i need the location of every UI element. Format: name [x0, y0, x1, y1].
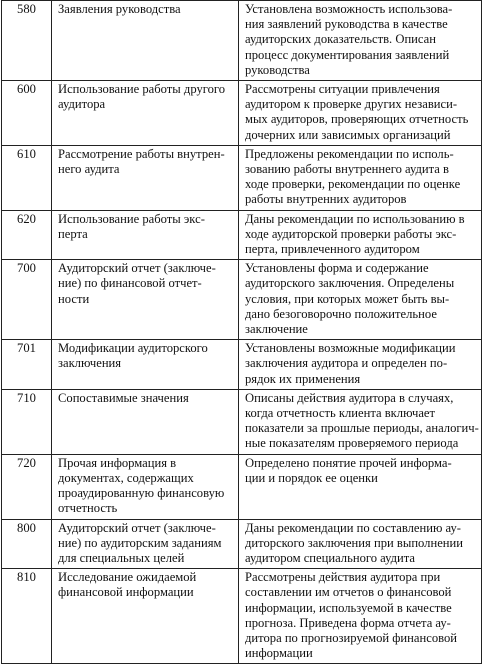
standard-description-line: дитора по прогнозируемой финансовой: [245, 630, 458, 645]
standard-description-line: Установлены возможные модификации: [245, 341, 456, 356]
standard-description-line: перта, привлеченного аудитором: [245, 242, 420, 257]
standard-title: [52, 145, 239, 210]
standard-number: 810: [2, 569, 52, 664]
standard-description: [239, 81, 482, 146]
standard-title-line: Сопоставимые значения: [58, 390, 189, 405]
standard-number: 580: [2, 1, 52, 81]
standard-description-line: заключение: [245, 322, 308, 337]
standard-title-line: него аудита: [58, 162, 120, 177]
standard-description-line: Определено понятие прочей информа-: [245, 455, 452, 470]
table-row: [2, 454, 482, 519]
standard-description-line: рядок их применения: [245, 371, 361, 386]
standard-description-line: аудитором к проверке других независи-: [245, 97, 458, 112]
standard-title-line: отчетность: [58, 501, 118, 516]
standard-description: [239, 210, 482, 260]
standard-title: [52, 1, 239, 81]
standard-title-line: документах, содержащих: [58, 470, 194, 485]
table-row: [2, 569, 482, 664]
table-row: [2, 145, 482, 210]
standard-description: [239, 454, 482, 519]
standard-number: 710: [2, 389, 52, 454]
standard-description-line: диторского заключения при выполнении: [245, 535, 464, 550]
standard-number: 720: [2, 454, 52, 519]
standard-title: [52, 81, 239, 146]
standard-description-line: зованию работы внутреннего аудита в: [245, 162, 449, 177]
standard-description-line: мых аудиторов, проверяющих отчетность: [245, 112, 469, 127]
standard-description-line: показатели за прошлые периоды, аналогич-: [245, 421, 479, 436]
standard-description: [239, 1, 482, 81]
standard-title-line: Заявления руководства: [58, 2, 181, 16]
standard-title-line: ние) по аудиторским заданиям: [58, 535, 222, 550]
standard-description-line: дочерних или зависимых организаций: [245, 127, 451, 142]
standard-description-line: когда отчетность клиента включает: [245, 406, 436, 421]
table-row: [2, 389, 482, 454]
table-row: [2, 210, 482, 260]
standard-title-line: Исследование ожидаемой: [58, 570, 197, 585]
table-row: [2, 519, 482, 569]
standard-title: [52, 260, 239, 340]
standard-description-line: ции и порядок ее оценки: [245, 470, 378, 485]
standard-description-line: Рассмотрены ситуации привлечения: [245, 82, 440, 97]
standard-title: [52, 519, 239, 569]
standard-description: [239, 340, 482, 390]
standard-title: [52, 569, 239, 664]
standard-description-line: заключения аудитора и определен по-: [245, 356, 448, 371]
standard-number: 800: [2, 519, 52, 569]
standard-description-line: условия, при которых может быть вы-: [245, 291, 450, 306]
standard-title-line: Рассмотрение работы внутрен-: [58, 146, 225, 161]
standard-title: [52, 210, 239, 260]
standard-description-line: ходе проверки, рекомендации по оценке: [245, 177, 461, 192]
standard-description-line: прогноза. Приведена форма отчета ау-: [245, 615, 451, 630]
standard-description-line: аудиторских доказательств. Описан: [245, 32, 436, 47]
standard-description-line: ные показателям проверяемого периода: [245, 436, 459, 451]
standard-description-line: Установлена возможность использова-: [245, 2, 453, 16]
standard-title-line: ности: [58, 291, 90, 306]
table-row: [2, 81, 482, 146]
standard-description-line: дано безоговорочно положительное: [245, 306, 437, 321]
standard-description: [239, 389, 482, 454]
standard-title-line: ние) по финансовой отчет-: [58, 276, 202, 291]
standard-title-line: Использование работы другого: [58, 82, 226, 97]
standard-title: [52, 389, 239, 454]
standard-description-line: Предложены рекомендации по исполь-: [245, 146, 454, 161]
standard-description: [239, 519, 482, 569]
standard-description-line: информации, используемой в качестве: [245, 600, 452, 615]
standard-number: 610: [2, 145, 52, 210]
standard-number: 701: [2, 340, 52, 390]
standard-number: 700: [2, 260, 52, 340]
table-row: [2, 1, 482, 81]
standard-title-line: аудитора: [58, 97, 106, 112]
standard-description: [239, 145, 482, 210]
standard-description-line: Даны рекомендации по использованию в: [245, 211, 465, 226]
standard-title-line: заключения: [58, 356, 122, 371]
standard-title: [52, 340, 239, 390]
table-body: [2, 1, 482, 664]
standard-title-line: для специальных целей: [58, 550, 185, 565]
standard-description-line: Описаны действия аудитора в случаях,: [245, 390, 454, 405]
standard-description-line: Даны рекомендации по составлению ау-: [245, 520, 461, 535]
standard-description-line: составлении им отчетов о финансовой: [245, 585, 452, 600]
standard-description-line: Установлены форма и содержание: [245, 261, 429, 276]
table-row: [2, 340, 482, 390]
standard-title: [52, 454, 239, 519]
standard-title-line: Использование работы экс-: [58, 211, 205, 226]
standard-title-line: проаудированную финансовую: [58, 486, 225, 501]
standard-description-line: аудиторского заключения. Определены: [245, 276, 455, 291]
standard-description: [239, 569, 482, 664]
standard-title-line: Прочая информация в: [58, 455, 177, 470]
standard-description-line: информации: [245, 646, 313, 661]
table-row: [2, 260, 482, 340]
standard-description-line: ния заявлений руководства в качестве: [245, 17, 448, 32]
standard-description-line: руководства: [245, 62, 310, 77]
standard-title-line: финансовой информации: [58, 585, 194, 600]
standard-description-line: Рассмотрены действия аудитора при: [245, 570, 441, 585]
standard-title-line: перта: [58, 226, 88, 241]
standards-table: [1, 0, 482, 664]
standard-title-line: Аудиторский отчет (заключе-: [58, 520, 216, 535]
standard-description-line: аудитором специального аудита: [245, 550, 416, 565]
standard-number: 600: [2, 81, 52, 146]
standard-description-line: процесс документирования заявлений: [245, 47, 450, 62]
standard-title-line: Модификации аудиторского: [58, 341, 208, 356]
standard-description-line: ходе аудиторской проверки работы экс-: [245, 226, 457, 241]
standard-description: [239, 260, 482, 340]
standard-description-line: работы внутренних аудиторов: [245, 192, 407, 207]
standard-number: 620: [2, 210, 52, 260]
standard-title-line: Аудиторский отчет (заключе-: [58, 261, 216, 276]
